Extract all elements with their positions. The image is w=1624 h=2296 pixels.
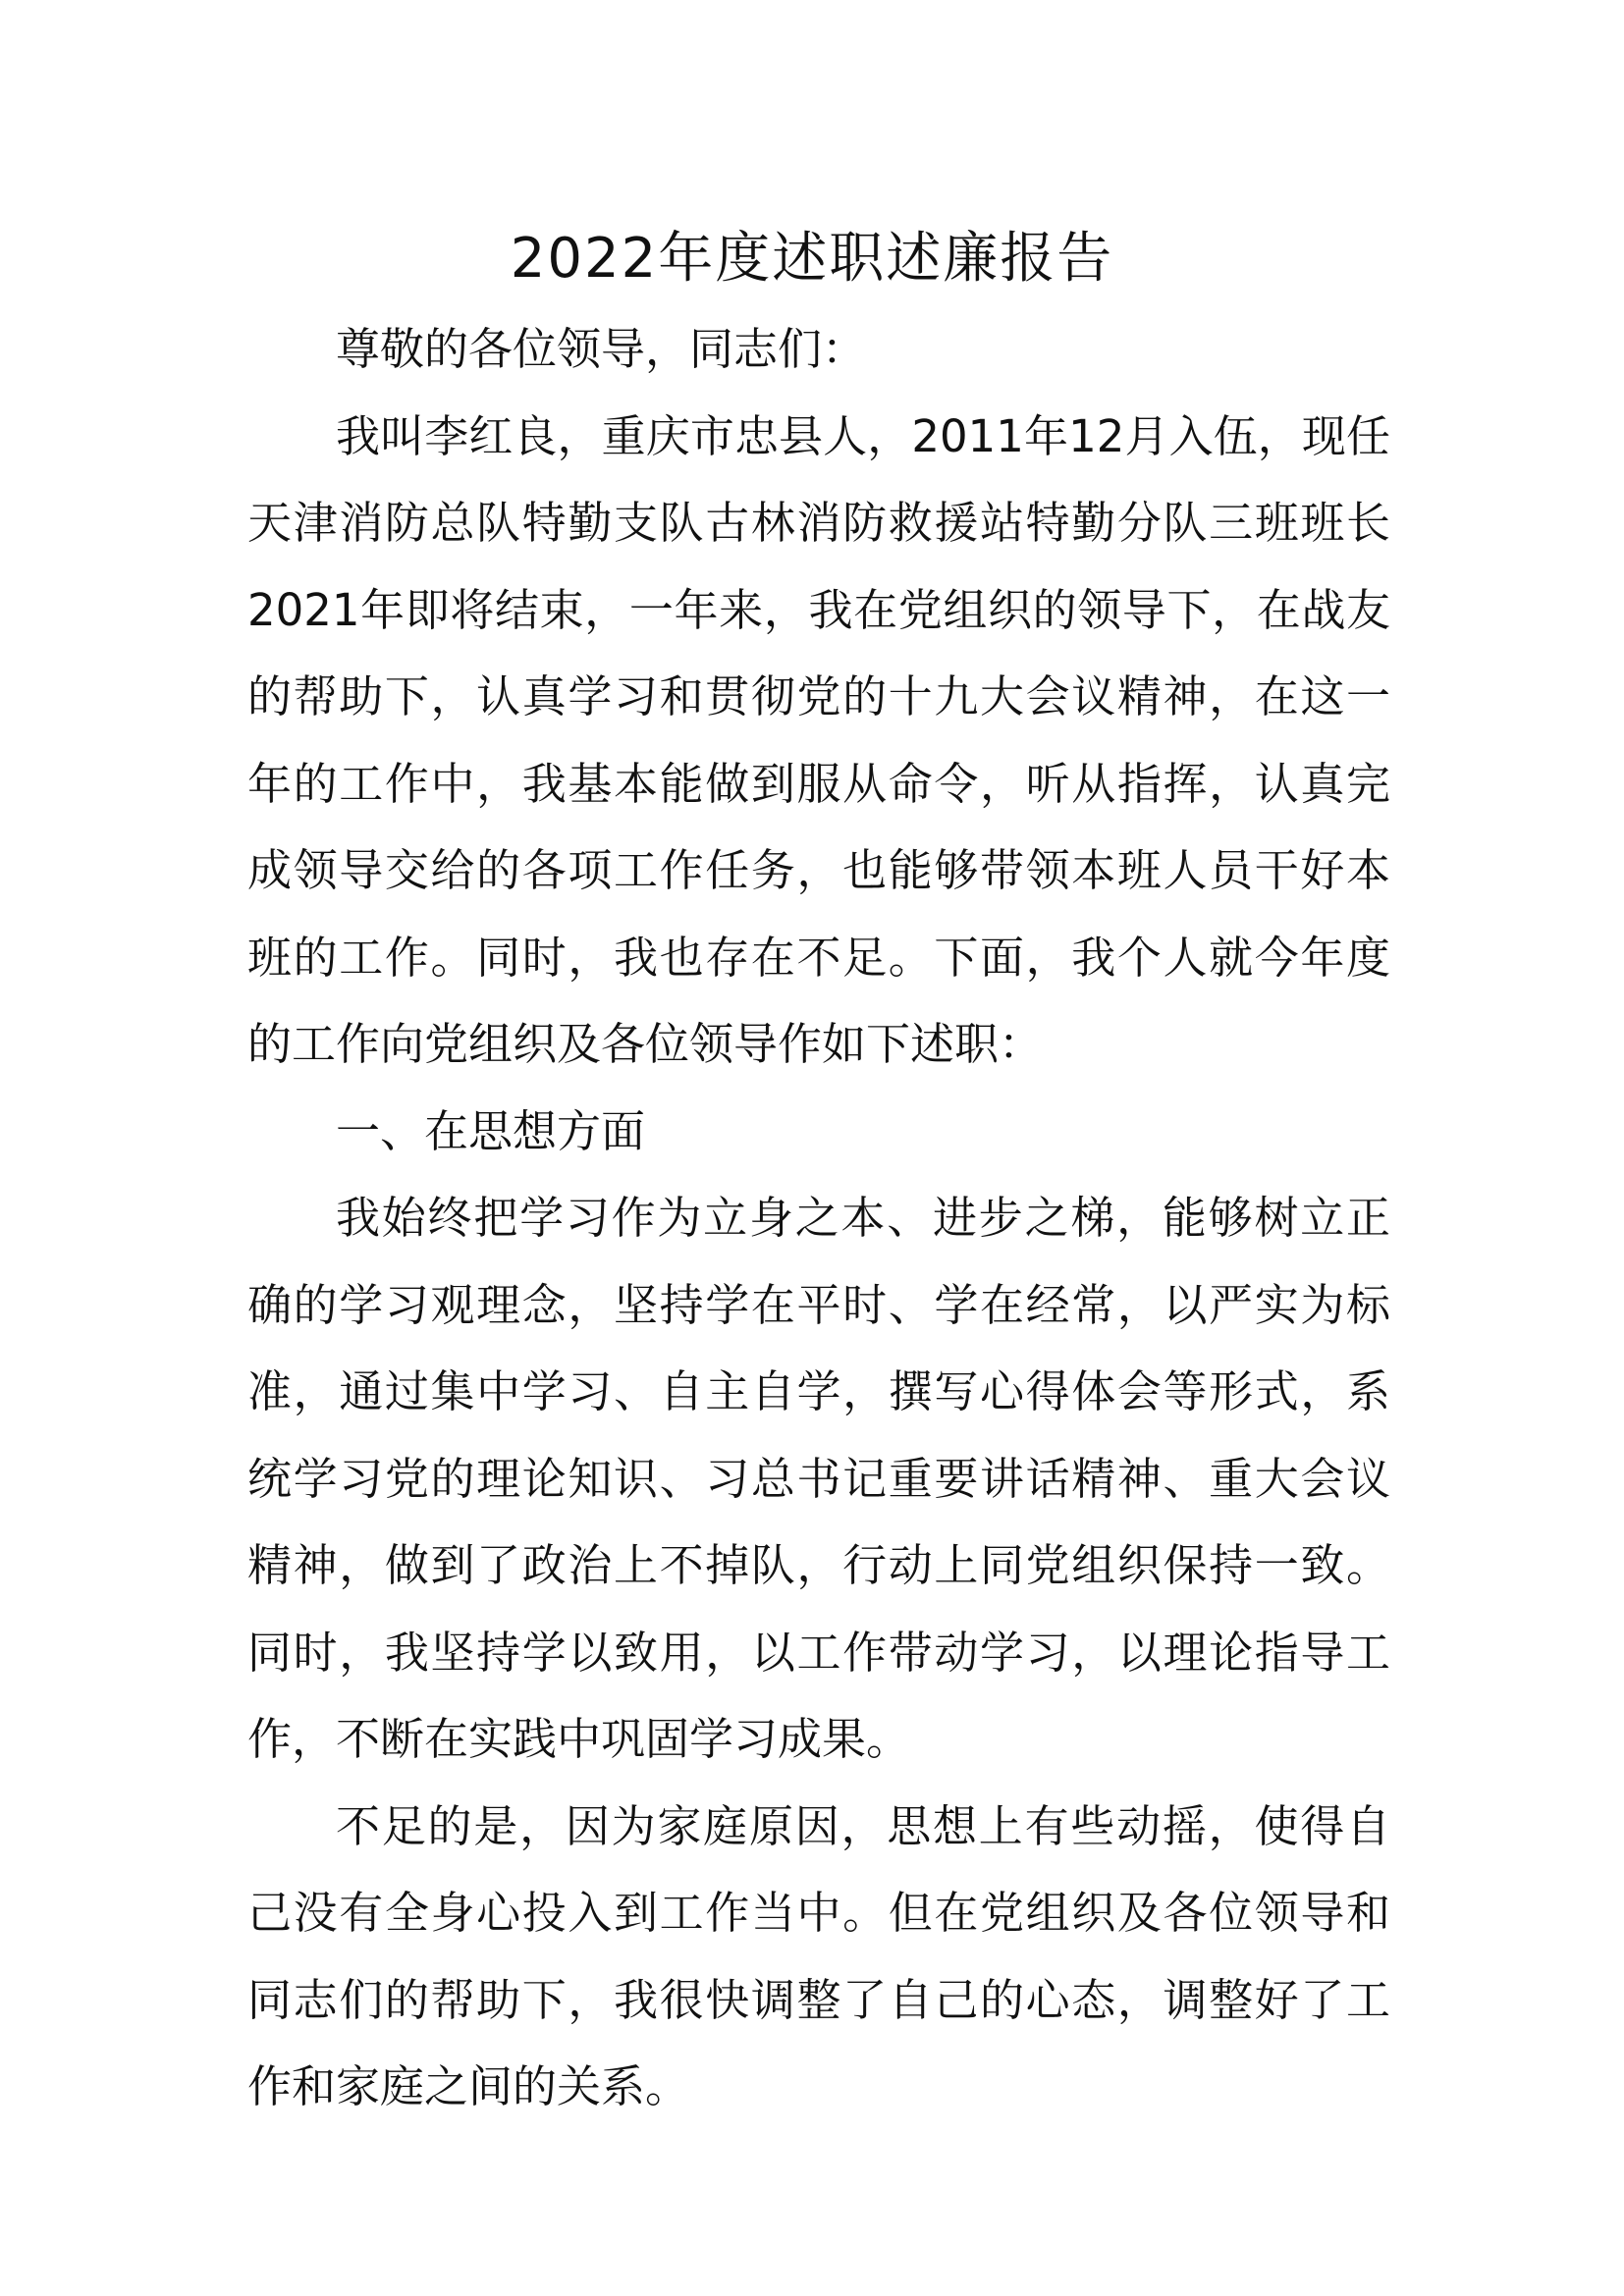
study-paragraph: 我始终把学习作为立身之本、进步之梯，能够树立正确的学习观理念，坚持学在平时、学在经常，以严实为标准，通过集中学习、自主自学，撰写心得体会等形式，系统学习党的理论知识、习总书记重要讲话精神、重大会议精神，做到了政治上不掉队，行动上同党组织保持一致。同时，我坚持学以致用，以工作带动学习，以理论指导工作，不断在实践中巩固学习成果。 xyxy=(247,1192,1390,1765)
salutation-paragraph: 尊敬的各位领导，同志们： xyxy=(336,323,867,375)
introduction-paragraph: 我叫李红良，重庆市忠县人，2011年12月入伍，现任天津消防总队特勤支队古林消防救援站特勤分队三班班长2021年即将结束，一年来，我在党组织的领导下，在战友的帮助下，认真学习和贯彻党的十九大会议精神，在这一年的工作中，我基本能做到服从命令，听从指挥，认真完成领导交给的各项工作任务，也能够带领本班人员干好本班的工作。同时，我也存在不足。下面，我个人就今年度的工作向党组织及各位领导作如下述职： xyxy=(247,409,1390,1070)
document-title: 2022年度述职述廉报告 xyxy=(510,227,1114,291)
section-heading: 一、在思想方面 xyxy=(336,1104,646,1157)
document-body xyxy=(247,306,1390,2131)
shortcoming-paragraph: 不足的是，因为家庭原因，思想上有些动摇，使得自己没有全身心投入到工作当中。但在党组织及各位领导和同志们的帮助下，我很快调整了自己的心态，调整好了工作和家庭之间的关系。 xyxy=(247,1799,1390,2112)
